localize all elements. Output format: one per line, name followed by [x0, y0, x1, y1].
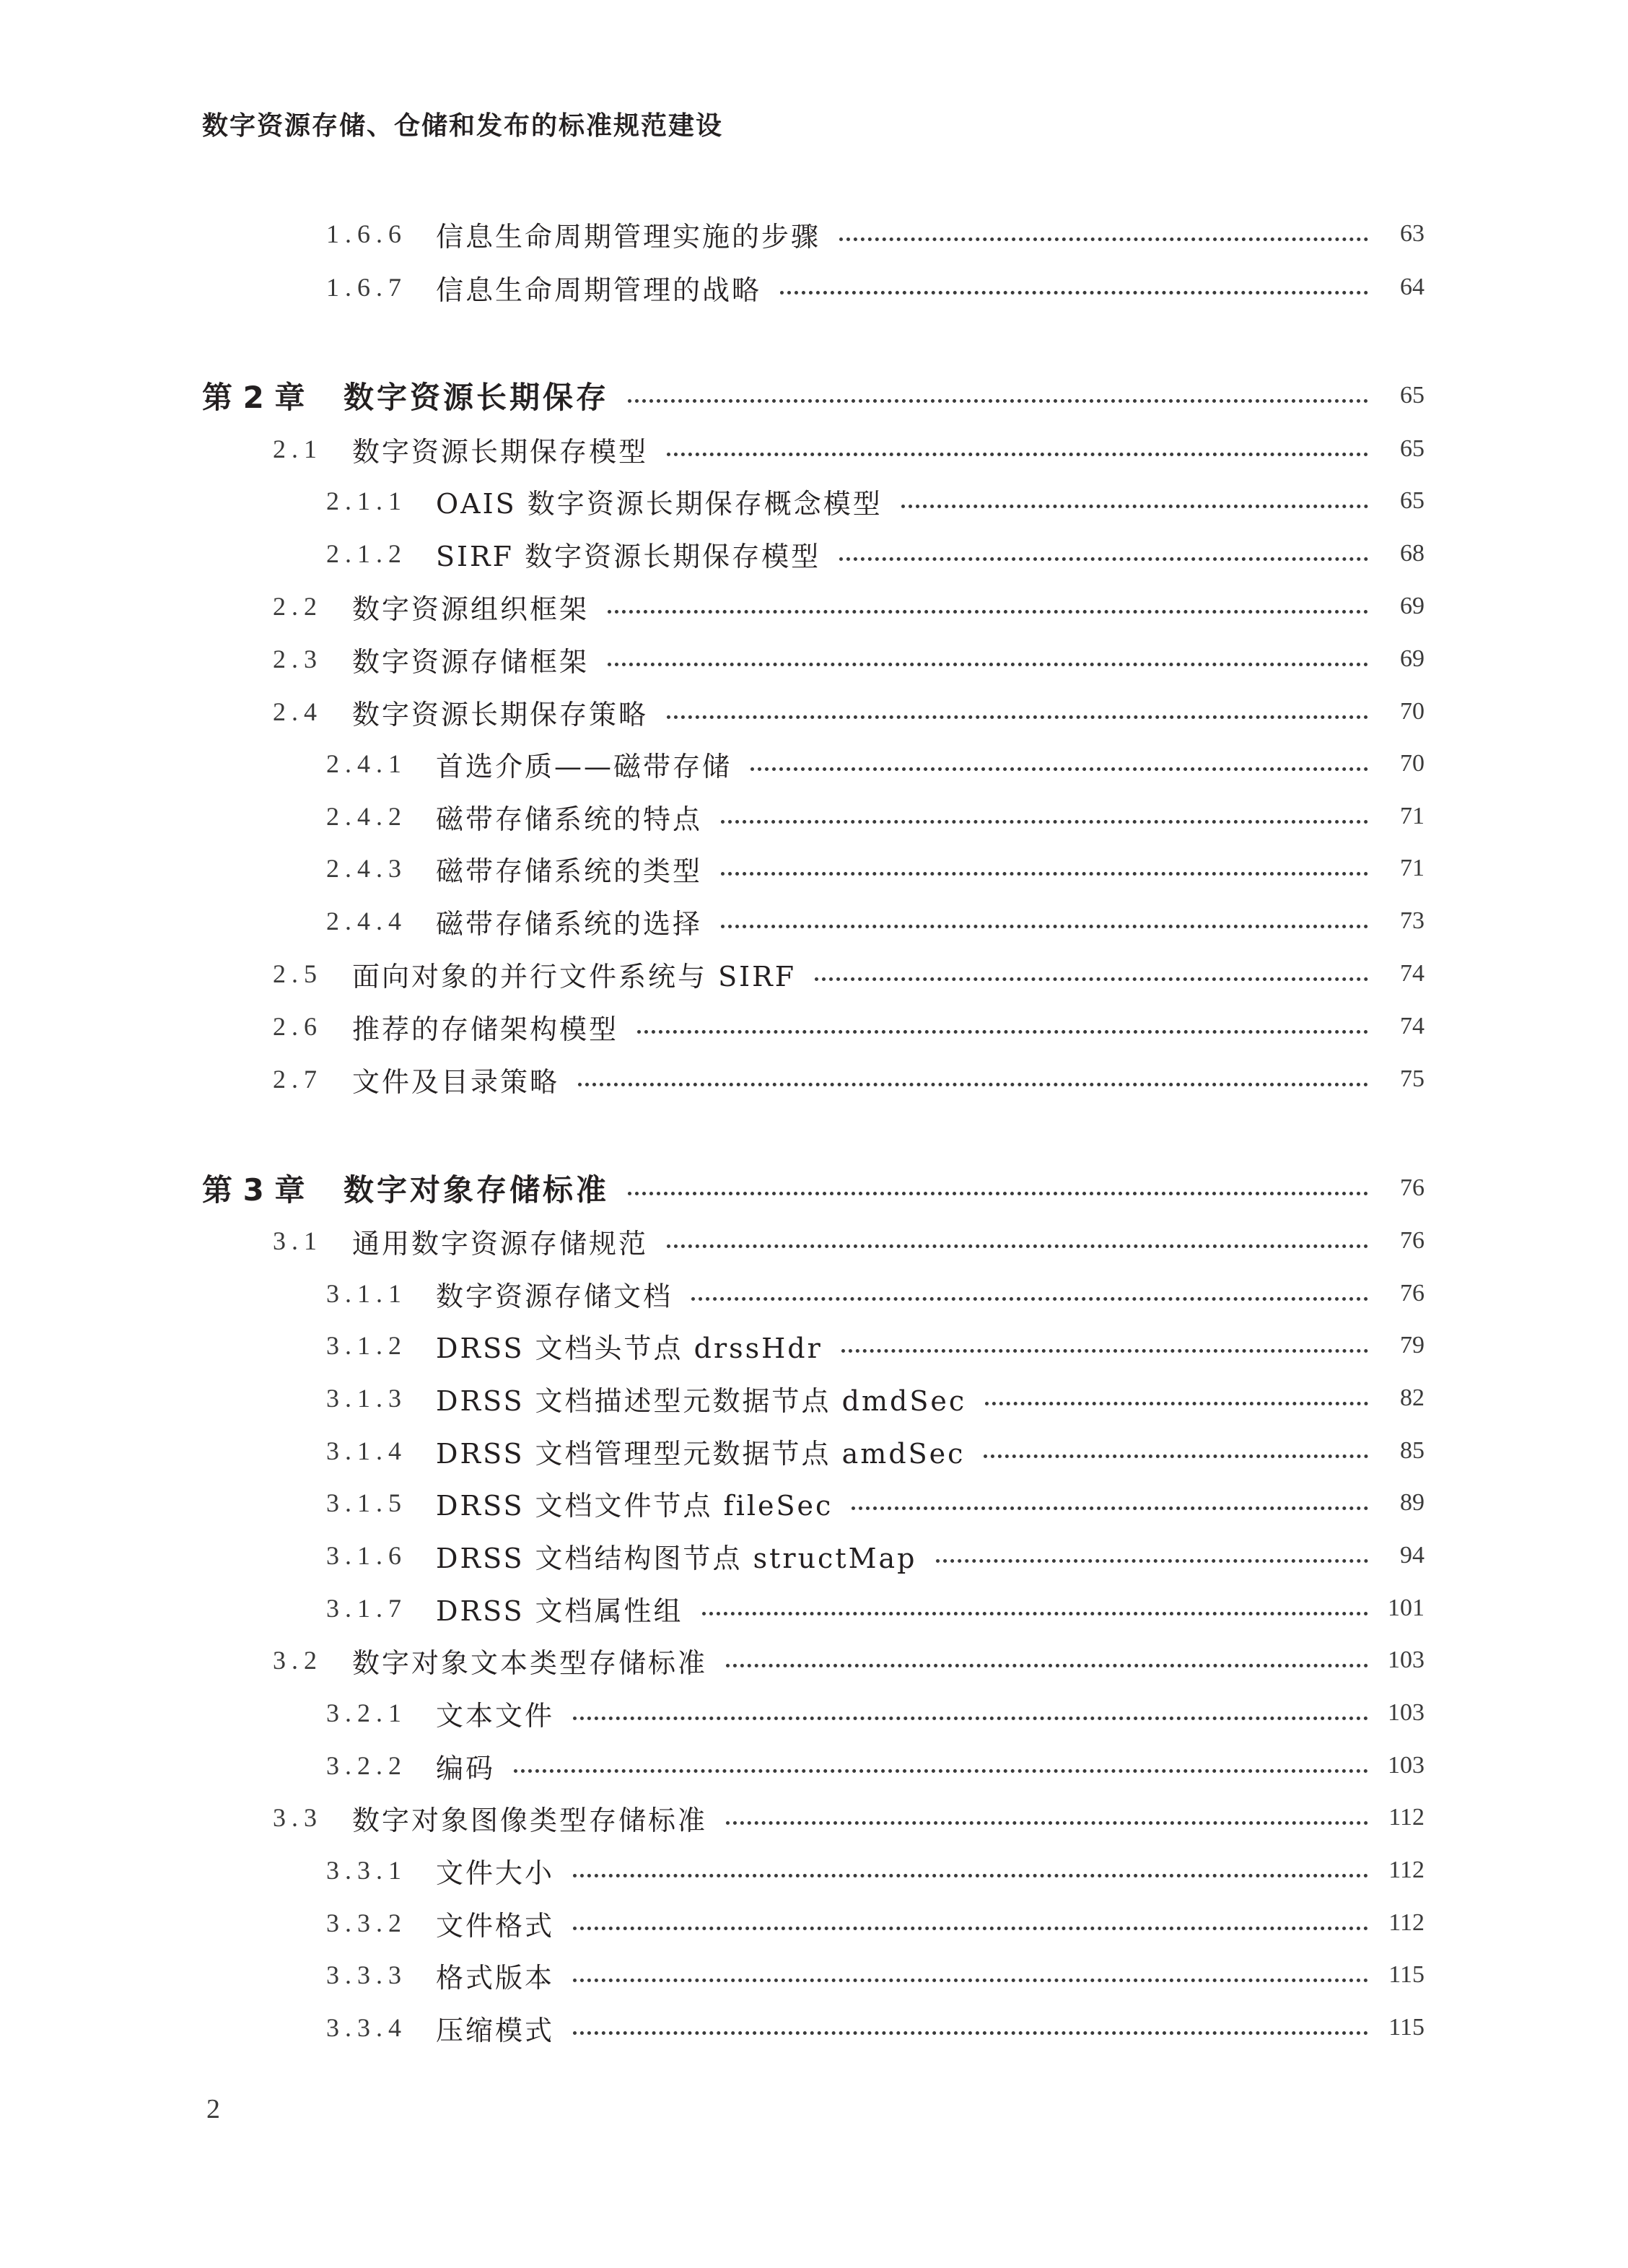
toc-entry-page: 94: [1400, 1542, 1424, 1569]
dot-leader: [936, 1559, 1369, 1563]
toc-entry-page: 112: [1388, 1909, 1424, 1936]
toc-entry[interactable]: [326, 1272, 1424, 1315]
toc-entry-number: 3.3: [273, 1803, 323, 1832]
toc-entry-page: 101: [1388, 1595, 1424, 1621]
toc-entry[interactable]: [273, 585, 1424, 628]
toc-entry[interactable]: [326, 1429, 1424, 1473]
dot-leader: [573, 1979, 1368, 1982]
toc-entry-title: OAIS 数字资源长期保存概念模型: [436, 487, 883, 520]
dot-leader: [985, 1402, 1368, 1405]
toc-entry-title: 文件大小: [436, 1857, 555, 1889]
toc-entry[interactable]: [273, 427, 1424, 471]
toc-entry-page: 112: [1388, 1804, 1424, 1831]
toc-entry-number: 3.3.2: [326, 1909, 407, 1937]
toc-entry-title: 数字资源长期保存策略: [352, 698, 649, 730]
toc-entry[interactable]: [273, 1005, 1424, 1048]
toc-entry-number: 2.1.1: [326, 487, 407, 515]
toc-entry[interactable]: [273, 1639, 1424, 1682]
toc-entry-page: 76: [1400, 1174, 1424, 1201]
toc-entry-title: 面向对象的并行文件系统与 SIRF: [352, 960, 797, 993]
dot-leader: [721, 820, 1368, 824]
toc-entry-title: 编码: [436, 1752, 496, 1784]
toc-entry[interactable]: [326, 742, 1424, 785]
dot-leader: [667, 715, 1368, 719]
toc-entry-number: 3.1.1: [326, 1279, 407, 1308]
toc-entry[interactable]: [326, 1534, 1424, 1577]
toc-entry-number: 3.1.7: [326, 1594, 407, 1623]
toc-entry-title: DRSS 文档管理型元数据节点 amdSec: [436, 1437, 966, 1470]
dot-leader: [667, 453, 1368, 456]
page-number: 2: [206, 2094, 220, 2124]
dot-leader: [839, 237, 1368, 241]
toc-entry-number: 3.1.6: [326, 1541, 407, 1570]
dot-leader: [721, 925, 1368, 928]
toc-entry[interactable]: [326, 795, 1424, 838]
toc-entry-number: 2.5: [273, 959, 323, 988]
toc-entry-title: 数字资源存储文档: [436, 1280, 673, 1312]
dot-leader: [578, 1083, 1368, 1086]
dot-leader: [573, 2031, 1368, 2035]
toc-entry[interactable]: [326, 1691, 1424, 1735]
toc-entry-title: 文本文件: [436, 1699, 555, 1732]
toc-entry-page: 89: [1400, 1489, 1424, 1516]
toc-entry[interactable]: [326, 266, 1424, 309]
toc-entry-number: 3.1.5: [326, 1488, 407, 1517]
toc-entry[interactable]: [326, 2006, 1424, 2049]
toc-entry[interactable]: [273, 1219, 1424, 1262]
toc-entry-title: 数字资源组织框架: [352, 593, 590, 625]
dot-leader: [839, 557, 1368, 561]
toc-entry-number: 3.3.3: [326, 1960, 407, 1989]
toc-entry-page: 85: [1400, 1437, 1424, 1464]
toc-chapter-number: 第 3 章: [202, 1172, 305, 1208]
toc-entry-page: 70: [1400, 750, 1424, 777]
toc-entry[interactable]: [326, 479, 1424, 523]
toc-entry-title: 磁带存储系统的特点: [436, 803, 703, 835]
toc-entry-page: 76: [1400, 1280, 1424, 1307]
toc-entry-title: DRSS 文档描述型元数据节点 dmdSec: [436, 1384, 967, 1417]
toc-entry-title: 信息生命周期管理实施的步骤: [436, 220, 821, 253]
toc-entry-page: 74: [1400, 960, 1424, 987]
dot-leader: [721, 872, 1368, 876]
toc-entry-page: 69: [1400, 645, 1424, 672]
toc-entry[interactable]: [326, 1744, 1424, 1787]
toc-entry-page: 79: [1400, 1332, 1424, 1358]
toc-entry-title: DRSS 文档文件节点 fileSec: [436, 1489, 833, 1522]
toc-entry[interactable]: [326, 847, 1424, 890]
toc-chapter-title: 数字资源长期保存: [343, 380, 610, 415]
dot-leader: [628, 1192, 1368, 1195]
toc-entry-page: 75: [1400, 1065, 1424, 1092]
toc-chapter-number: 第 2 章: [202, 380, 305, 415]
toc-entry-number: 1.6.6: [326, 219, 407, 248]
toc-entry-title: 文件及目录策略: [352, 1065, 560, 1098]
dot-leader: [702, 1612, 1368, 1615]
dot-leader: [514, 1769, 1368, 1773]
toc-entry[interactable]: [326, 1377, 1424, 1420]
toc-entry[interactable]: [273, 690, 1424, 733]
toc-entry-title: 磁带存储系统的类型: [436, 855, 703, 887]
toc-chapter-entry[interactable]: [202, 1166, 1424, 1210]
toc-entry-title: 首选介质——磁带存储: [436, 750, 732, 782]
dot-leader: [637, 1030, 1368, 1034]
toc-entry-number: 3.2.1: [326, 1698, 407, 1727]
toc-entry-number: 3.2.2: [326, 1751, 407, 1780]
toc-entry-page: 65: [1400, 435, 1424, 462]
toc-entry[interactable]: [326, 1481, 1424, 1525]
toc-entry-number: 2.4.4: [326, 907, 407, 935]
toc-entry-page: 103: [1388, 1647, 1424, 1673]
toc-entry[interactable]: [326, 1901, 1424, 1945]
toc-entry[interactable]: [326, 899, 1424, 943]
dot-leader: [573, 1717, 1368, 1720]
toc-entry-title: DRSS 文档头节点 drssHdr: [436, 1332, 823, 1364]
toc-entry-title: DRSS 文档属性组: [436, 1595, 683, 1627]
dot-leader: [984, 1454, 1368, 1458]
dot-leader: [608, 663, 1368, 666]
toc-entry-number: 2.2: [273, 592, 323, 621]
dot-leader: [667, 1244, 1368, 1248]
toc-entry-page: 76: [1400, 1227, 1424, 1254]
toc-entry-number: 3.2: [273, 1646, 323, 1675]
toc-entry[interactable]: [273, 952, 1424, 995]
toc-entry-page: 82: [1400, 1384, 1424, 1411]
toc-chapter-title: 数字对象存储标准: [343, 1172, 610, 1208]
toc-entry-page: 115: [1388, 1961, 1424, 1988]
toc-entry[interactable]: [273, 1057, 1424, 1101]
toc-entry-page: 69: [1400, 593, 1424, 619]
dot-leader: [852, 1506, 1368, 1510]
dot-leader: [726, 1664, 1368, 1667]
toc-entry-number: 2.1: [273, 435, 323, 463]
toc-entry-number: 3.1.2: [326, 1331, 407, 1360]
toc-entry-title: 信息生命周期管理的战略: [436, 274, 762, 306]
toc-entry-page: 73: [1400, 907, 1424, 934]
toc-chapter-entry[interactable]: [202, 374, 1424, 417]
toc-entry-page: 71: [1400, 803, 1424, 829]
toc-entry-title: 磁带存储系统的选择: [436, 907, 703, 940]
toc-entry-number: 3.3.4: [326, 2013, 407, 2042]
toc-entry-number: 3.1.4: [326, 1436, 407, 1465]
toc-entry[interactable]: [326, 532, 1424, 575]
toc-entry-title: 通用数字资源存储规范: [352, 1227, 649, 1260]
toc-entry-title: 推荐的存储架构模型: [352, 1013, 619, 1045]
dot-leader: [628, 399, 1368, 403]
toc-entry-title: 格式版本: [436, 1961, 555, 1994]
toc-entry[interactable]: [326, 1849, 1424, 1892]
toc-entry-title: 数字资源长期保存模型: [352, 435, 649, 468]
dot-leader: [691, 1297, 1368, 1301]
toc-entry-number: 3.1.3: [326, 1384, 407, 1413]
toc-entry-page: 65: [1400, 382, 1424, 409]
toc-entry-number: 2.4.3: [326, 854, 407, 883]
toc-entry-page: 115: [1388, 2014, 1424, 2041]
toc-entry[interactable]: [326, 1324, 1424, 1367]
toc-entry-page: 103: [1388, 1699, 1424, 1726]
toc-entry-title: 压缩模式: [436, 2014, 555, 2046]
toc-entry-number: 2.4.1: [326, 749, 407, 778]
dot-leader: [841, 1349, 1368, 1353]
toc-entry-title: 数字资源存储框架: [352, 645, 590, 678]
toc-entry-page: 65: [1400, 487, 1424, 514]
toc-entry-title: DRSS 文档结构图节点 structMap: [436, 1542, 917, 1574]
toc-entry[interactable]: [326, 212, 1424, 256]
toc-entry[interactable]: [273, 1796, 1424, 1839]
dot-leader: [573, 1927, 1368, 1930]
dot-leader: [750, 767, 1368, 771]
toc-entry-page: 70: [1400, 698, 1424, 725]
toc-entry[interactable]: [273, 637, 1424, 681]
toc-entry-title: SIRF 数字资源长期保存模型: [436, 540, 821, 572]
toc-entry-page: 71: [1400, 855, 1424, 881]
toc-entry[interactable]: [326, 1587, 1424, 1630]
toc-entry-page: 103: [1388, 1752, 1424, 1779]
dot-leader: [608, 610, 1368, 614]
toc-entry-number: 2.1.2: [326, 539, 407, 568]
toc-entry-number: 1.6.7: [326, 273, 407, 302]
toc-entry-title: 数字对象文本类型存储标准: [352, 1647, 708, 1679]
dot-leader: [726, 1821, 1368, 1825]
toc-entry-page: 112: [1388, 1857, 1424, 1883]
dot-leader: [901, 505, 1368, 508]
toc-entry-page: 68: [1400, 540, 1424, 567]
toc-entry-number: 2.3: [273, 645, 323, 673]
toc-entry-title: 文件格式: [436, 1909, 555, 1942]
toc-entry-number: 2.4.2: [326, 802, 407, 831]
toc-entry-title: 数字对象图像类型存储标准: [352, 1804, 708, 1836]
toc-entry-number: 2.7: [273, 1065, 323, 1094]
toc-entry-number: 3.1: [273, 1226, 323, 1255]
toc-entry-number: 2.4: [273, 697, 323, 726]
dot-leader: [815, 977, 1368, 981]
toc-entry-number: 3.3.1: [326, 1856, 407, 1885]
toc-entry-page: 63: [1400, 220, 1424, 247]
toc-entry-page: 64: [1400, 274, 1424, 300]
running-header: 数字资源存储、仓储和发布的标准规范建设: [202, 111, 724, 141]
dot-leader: [780, 291, 1368, 295]
toc-entry[interactable]: [326, 1953, 1424, 1997]
dot-leader: [573, 1874, 1368, 1877]
toc-entry-page: 74: [1400, 1013, 1424, 1039]
toc-entry-number: 2.6: [273, 1012, 323, 1041]
